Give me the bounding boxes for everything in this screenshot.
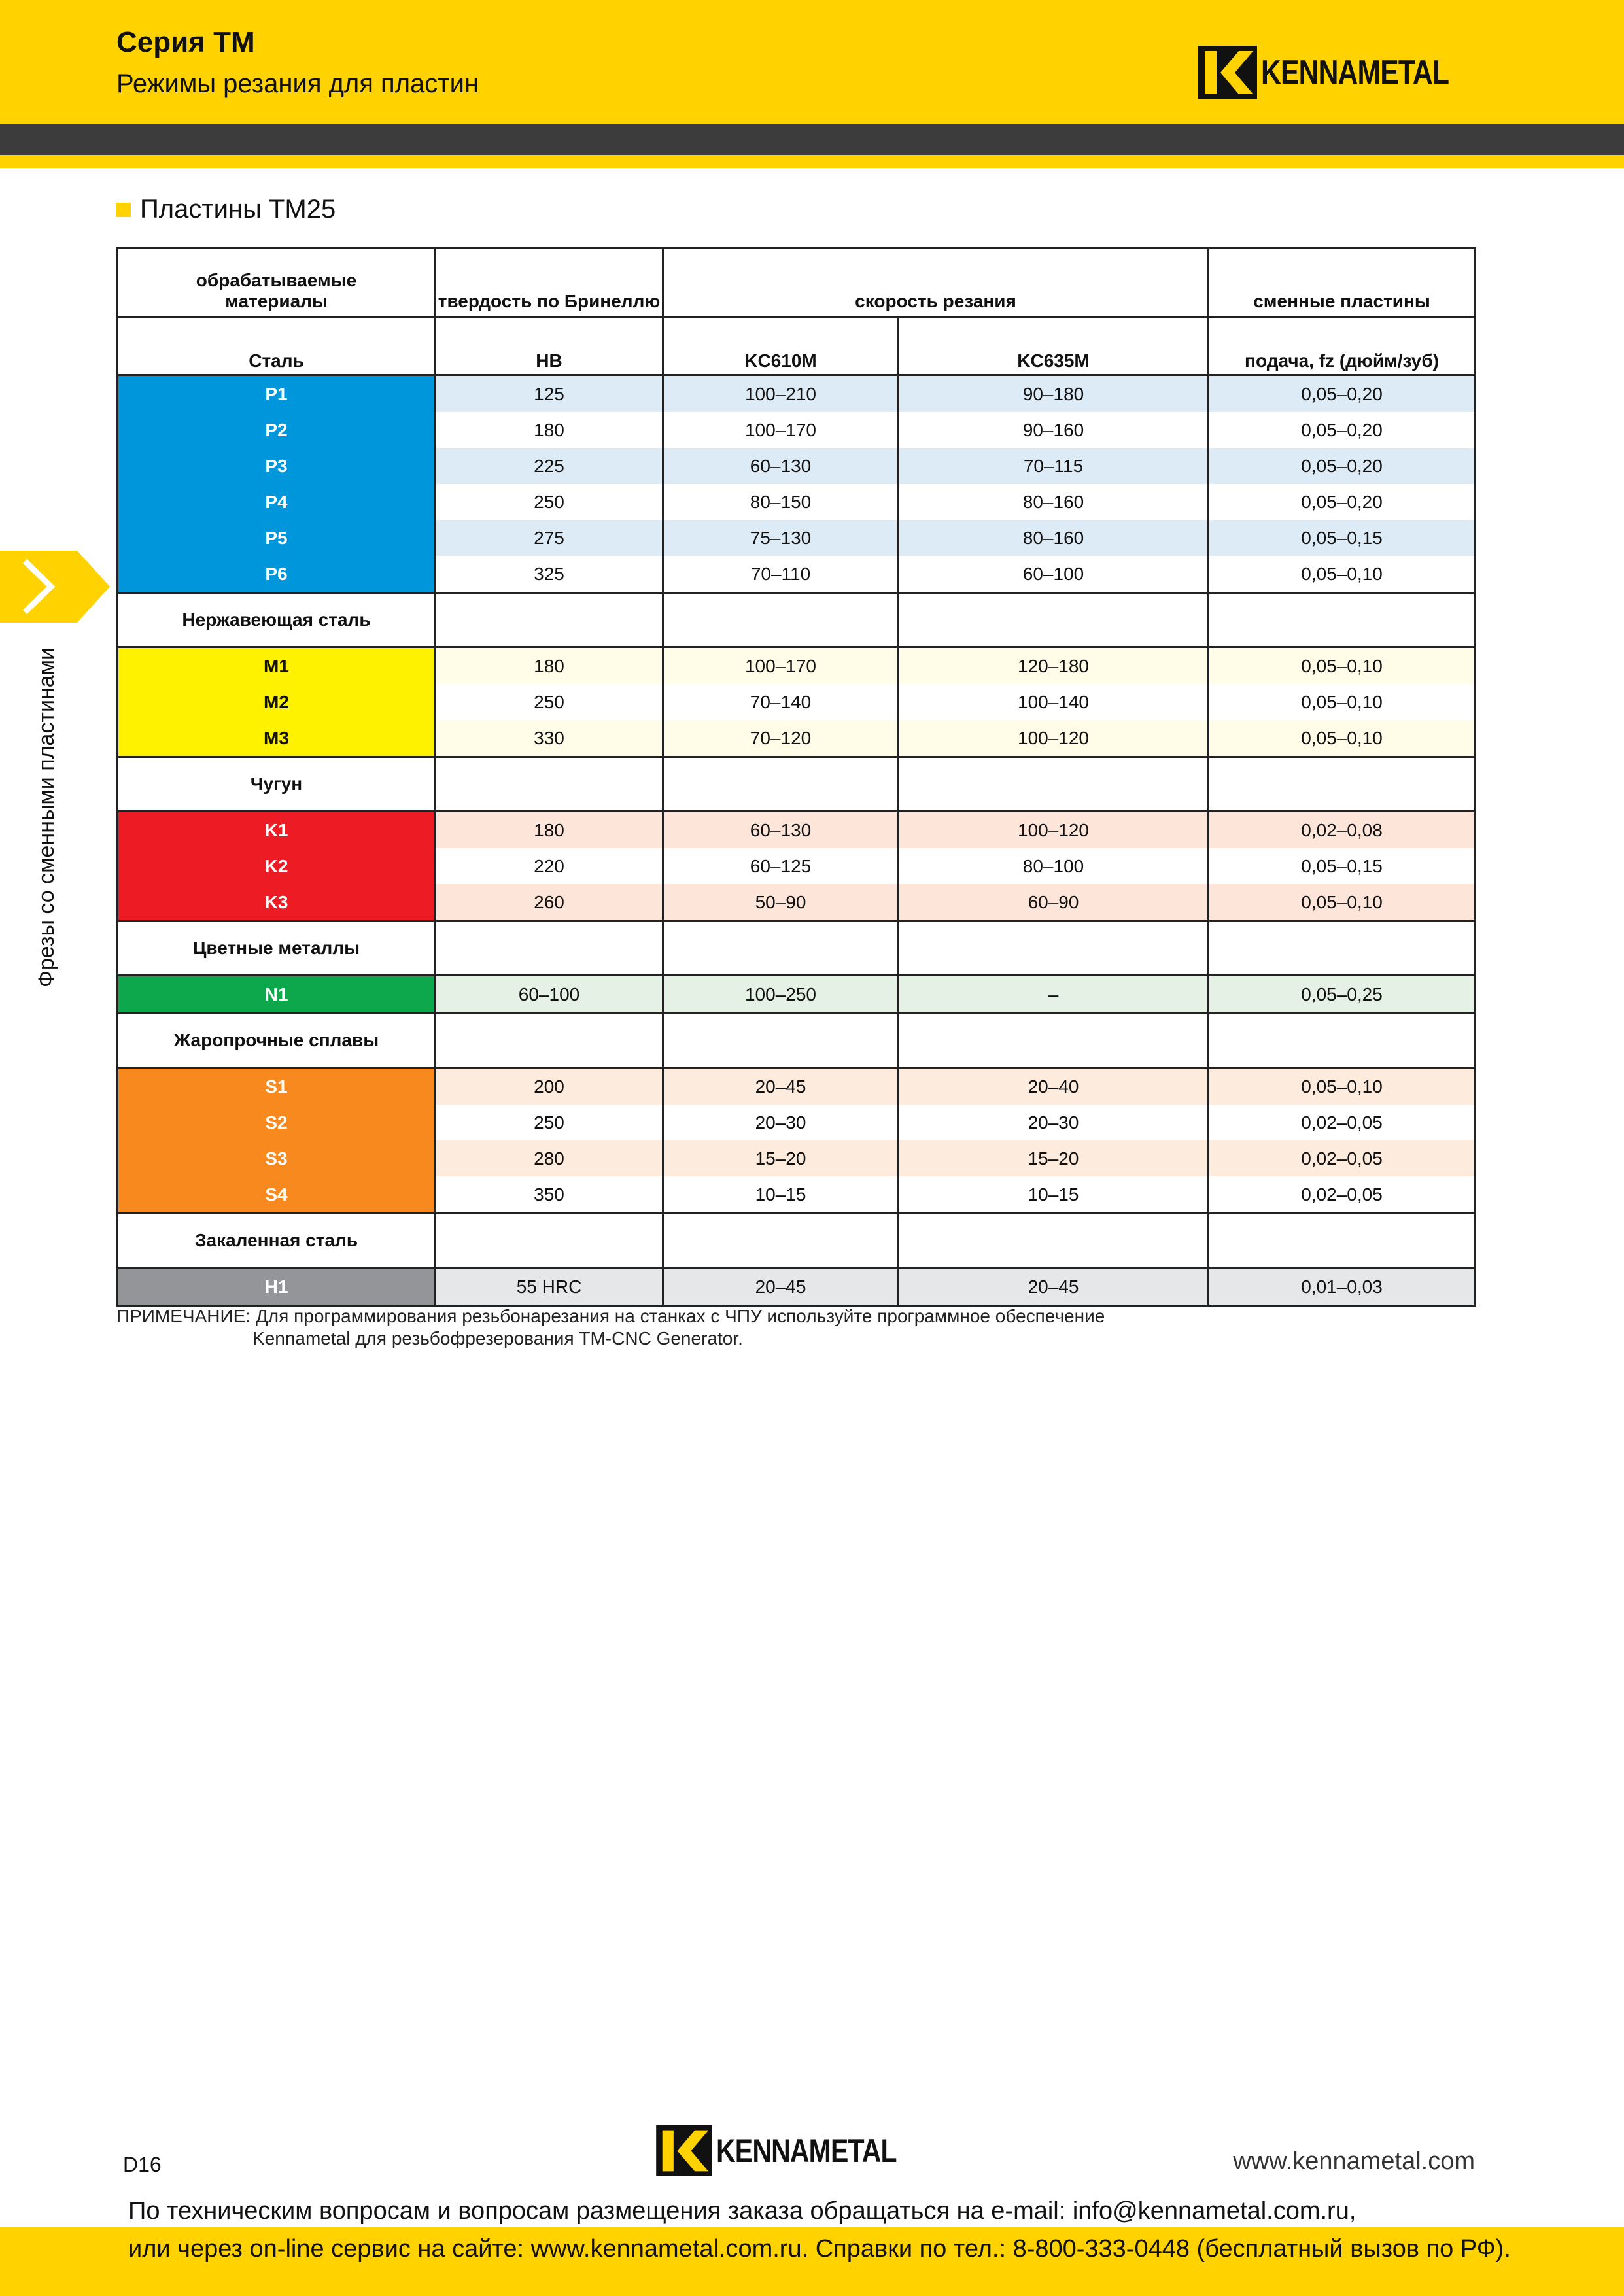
col-header-inserts: сменные пластины	[1209, 248, 1476, 317]
col-header-hb: HB	[436, 317, 663, 375]
hb-cell: 330	[436, 720, 663, 757]
material-code-cell: M1	[118, 647, 436, 685]
feed-cell: 0,01–0,03	[1209, 1268, 1476, 1306]
feed-cell: 0,05–0,10	[1209, 647, 1476, 685]
kc610m-cell: 100–210	[663, 375, 899, 413]
material-code-cell: K1	[118, 812, 436, 849]
kennametal-logo	[1198, 46, 1490, 99]
material-code-cell: S3	[118, 1140, 436, 1176]
material-code-cell: P2	[118, 412, 436, 448]
feed-cell: 0,05–0,20	[1209, 412, 1476, 448]
kc635m-cell: –	[899, 976, 1209, 1014]
table-note	[116, 1305, 1105, 1350]
table-row	[118, 1105, 1476, 1140]
material-code-cell: P6	[118, 556, 436, 593]
table-header-row-1	[118, 248, 1476, 317]
kc610m-cell: 20–45	[663, 1068, 899, 1105]
hb-cell: 250	[436, 684, 663, 720]
kc610m-cell: 60–125	[663, 848, 899, 884]
group-row-hardened	[118, 1214, 1476, 1268]
group-label: Жаропрочные сплавы	[118, 1014, 436, 1068]
hb-cell: 225	[436, 448, 663, 484]
table-row	[118, 720, 1476, 757]
hb-cell: 275	[436, 520, 663, 556]
bullet-square-icon	[116, 203, 131, 217]
feed-cell: 0,05–0,10	[1209, 884, 1476, 921]
feed-cell: 0,05–0,10	[1209, 556, 1476, 593]
feed-cell: 0,02–0,05	[1209, 1105, 1476, 1140]
kc635m-cell: 20–30	[899, 1105, 1209, 1140]
kc635m-cell: 100–120	[899, 720, 1209, 757]
section-tab-arrow-icon	[0, 551, 111, 623]
material-code-cell: M2	[118, 684, 436, 720]
kc635m-cell: 60–90	[899, 884, 1209, 921]
kc610m-cell: 50–90	[663, 884, 899, 921]
table-row	[118, 884, 1476, 921]
material-code-cell: S4	[118, 1176, 436, 1214]
hb-cell: 350	[436, 1176, 663, 1214]
col-header-speed: скорость резания	[663, 248, 1209, 317]
kc610m-cell: 100–250	[663, 976, 899, 1014]
kc610m-cell: 100–170	[663, 412, 899, 448]
page-number: D16	[123, 2153, 162, 2176]
col-header-materials: обрабатываемые материалы	[118, 248, 436, 317]
hb-cell: 180	[436, 812, 663, 849]
kc635m-cell: 70–115	[899, 448, 1209, 484]
material-code-cell: H1	[118, 1268, 436, 1306]
hb-cell: 260	[436, 884, 663, 921]
hb-cell: 220	[436, 848, 663, 884]
hb-cell: 60–100	[436, 976, 663, 1014]
feed-cell: 0,02–0,05	[1209, 1140, 1476, 1176]
material-code-cell: K3	[118, 884, 436, 921]
table-row	[118, 448, 1476, 484]
hb-cell: 180	[436, 412, 663, 448]
side-section-label: Фрезы со сменными пластинами	[34, 647, 59, 987]
material-code-cell: P4	[118, 484, 436, 520]
kc610m-cell: 70–110	[663, 556, 899, 593]
kc635m-cell: 20–40	[899, 1068, 1209, 1105]
kc635m-cell: 60–100	[899, 556, 1209, 593]
note-line-2: Kennametal для резьбофрезерования TM-CNC Generator.	[252, 1328, 743, 1348]
table-row	[118, 848, 1476, 884]
feed-cell: 0,05–0,20	[1209, 448, 1476, 484]
material-code-cell: S1	[118, 1068, 436, 1105]
brand-name: KENNAMETAL	[1261, 54, 1449, 92]
kennametal-k-icon	[656, 2125, 712, 2176]
kc635m-cell: 80–160	[899, 520, 1209, 556]
col-header-steel: Сталь	[118, 317, 436, 375]
page-subtitle: Режимы резания для пластин	[116, 69, 479, 98]
col-header-feed: подача, fz (дюйм/зуб)	[1209, 317, 1476, 375]
header-dark-band	[0, 124, 1624, 155]
hb-cell: 180	[436, 647, 663, 685]
kc635m-cell: 10–15	[899, 1176, 1209, 1214]
material-code-cell: P5	[118, 520, 436, 556]
header-yellow-line	[0, 155, 1624, 168]
material-code-cell: P1	[118, 375, 436, 413]
material-code-cell: P3	[118, 448, 436, 484]
kennametal-k-icon	[1198, 46, 1257, 99]
kennametal-footer-logo	[656, 2125, 936, 2176]
kc610m-cell: 100–170	[663, 647, 899, 685]
kc610m-cell: 15–20	[663, 1140, 899, 1176]
hb-cell: 55 HRC	[436, 1268, 663, 1306]
feed-cell: 0,05–0,20	[1209, 375, 1476, 413]
kc610m-cell: 20–30	[663, 1105, 899, 1140]
feed-cell: 0,05–0,10	[1209, 684, 1476, 720]
table-row	[118, 484, 1476, 520]
material-code-cell: M3	[118, 720, 436, 757]
series-title: Серия TM	[116, 26, 255, 58]
kc635m-cell: 80–160	[899, 484, 1209, 520]
group-row-heat-resistant	[118, 1014, 1476, 1068]
table-row	[118, 1268, 1476, 1306]
table-row	[118, 556, 1476, 593]
kc635m-cell: 90–160	[899, 412, 1209, 448]
hb-cell: 250	[436, 1105, 663, 1140]
feed-cell: 0,02–0,05	[1209, 1176, 1476, 1214]
col-header-kc635m: KC635M	[899, 317, 1209, 375]
kc610m-cell: 80–150	[663, 484, 899, 520]
group-label: Нержавеющая сталь	[118, 593, 436, 647]
feed-cell: 0,05–0,15	[1209, 848, 1476, 884]
kc635m-cell: 100–140	[899, 684, 1209, 720]
kc610m-cell: 70–140	[663, 684, 899, 720]
table-row	[118, 520, 1476, 556]
kc635m-cell: 15–20	[899, 1140, 1209, 1176]
kc610m-cell: 60–130	[663, 812, 899, 849]
material-code-cell: N1	[118, 976, 436, 1014]
website-link[interactable]: www.kennametal.com	[1233, 2148, 1475, 2175]
footer-contact-line-1: По техническим вопросам и вопросам размещения заказа обращаться на e-mail: info@kennametal.com.ru,	[128, 2197, 1356, 2225]
brand-name: KENNAMETAL	[716, 2133, 897, 2169]
material-code-cell: K2	[118, 848, 436, 884]
hb-cell: 200	[436, 1068, 663, 1105]
hb-cell: 325	[436, 556, 663, 593]
kc635m-cell: 80–100	[899, 848, 1209, 884]
table-row	[118, 1176, 1476, 1214]
kc610m-cell: 60–130	[663, 448, 899, 484]
table-row	[118, 647, 1476, 685]
table-row	[118, 412, 1476, 448]
kc635m-cell: 120–180	[899, 647, 1209, 685]
hb-cell: 250	[436, 484, 663, 520]
group-label: Цветные металлы	[118, 921, 436, 976]
group-row-stainless	[118, 593, 1476, 647]
footer-contact-line-2: или через on-line сервис на сайте: www.kennametal.com.ru. Справки по тел.: 8-800-333-0448 (бесплатный вызов по РФ).	[128, 2235, 1511, 2263]
group-label: Чугун	[118, 757, 436, 812]
table-row	[118, 812, 1476, 849]
feed-cell: 0,05–0,15	[1209, 520, 1476, 556]
group-row-cast-iron	[118, 757, 1476, 812]
table-row	[118, 1068, 1476, 1105]
material-code-cell: S2	[118, 1105, 436, 1140]
hb-cell: 125	[436, 375, 663, 413]
table-row	[118, 684, 1476, 720]
feed-cell: 0,02–0,08	[1209, 812, 1476, 849]
section-heading	[116, 195, 336, 224]
col-header-kc610m: KC610M	[663, 317, 899, 375]
kc635m-cell: 100–120	[899, 812, 1209, 849]
group-label: Закаленная сталь	[118, 1214, 436, 1268]
table-row	[118, 1140, 1476, 1176]
hb-cell: 280	[436, 1140, 663, 1176]
kc635m-cell: 20–45	[899, 1268, 1209, 1306]
section-title: Пластины TM25	[140, 195, 336, 224]
feed-cell: 0,05–0,10	[1209, 1068, 1476, 1105]
feed-cell: 0,05–0,10	[1209, 720, 1476, 757]
col-header-hardness: твердость по Бринеллю	[436, 248, 663, 317]
table-row	[118, 976, 1476, 1014]
feed-cell: 0,05–0,25	[1209, 976, 1476, 1014]
table-row	[118, 375, 1476, 413]
cutting-data-table	[116, 247, 1476, 1307]
table-header-row-2	[118, 317, 1476, 375]
kc610m-cell: 10–15	[663, 1176, 899, 1214]
kc610m-cell: 70–120	[663, 720, 899, 757]
kc610m-cell: 75–130	[663, 520, 899, 556]
kc610m-cell: 20–45	[663, 1268, 899, 1306]
group-row-nonferrous	[118, 921, 1476, 976]
note-line-1: ПРИМЕЧАНИЕ: Для программирования резьбонарезания на станках с ЧПУ используйте программное обеспечение	[116, 1306, 1105, 1326]
kc635m-cell: 90–180	[899, 375, 1209, 413]
feed-cell: 0,05–0,20	[1209, 484, 1476, 520]
